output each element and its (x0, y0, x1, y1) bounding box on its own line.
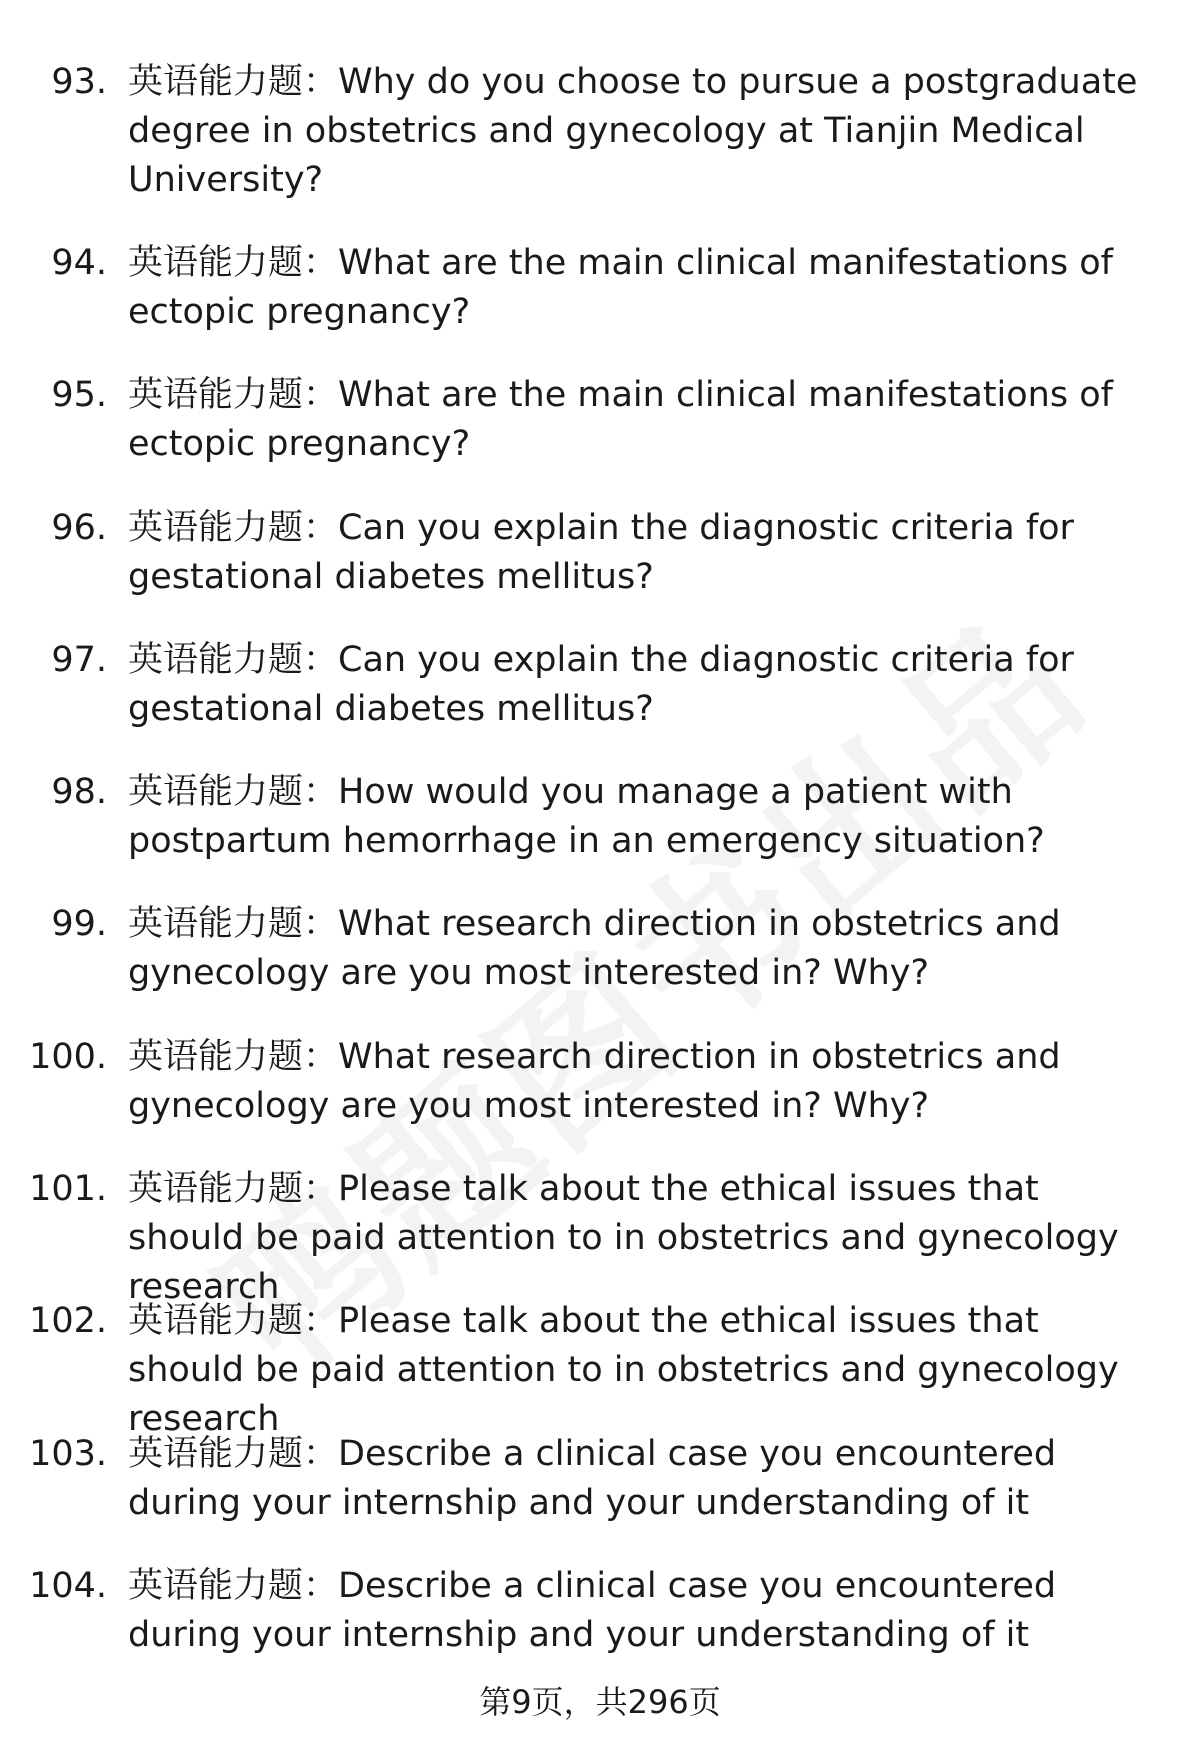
question-body (128, 768, 1158, 866)
question-item (0, 504, 1200, 636)
question-item (0, 1562, 1200, 1694)
question-number: 94. (51, 243, 107, 283)
question-tag: 英语能力题： (128, 375, 339, 416)
question-text: Please talk about the ethical issues that should be paid attention to in obstetrics and gynecology research (128, 1301, 1119, 1440)
question-body (128, 371, 1158, 469)
question-number: 95. (51, 375, 107, 416)
question-item (0, 1430, 1200, 1562)
question-body (128, 239, 1158, 337)
question-item (0, 900, 1200, 1032)
page-footer (0, 1682, 1200, 1722)
question-number: 104. (29, 1565, 107, 1606)
question-text: Please talk about the ethical issues that should be paid attention to in obstetrics and gynecology research (128, 1169, 1119, 1308)
question-text: What research direction in obstetrics and gynecology are you most interested in? Why? (128, 1036, 1061, 1126)
question-number: 101. (29, 1169, 107, 1210)
question-tag: 英语能力题： (128, 1169, 339, 1210)
question-item (0, 1297, 1200, 1440)
question-item (0, 371, 1200, 503)
question-tag: 英语能力题： (128, 62, 339, 102)
question-tag: 英语能力题： (128, 1301, 339, 1342)
question-text: Why do you choose to pursue a postgraduate degree in obstetrics and gynecology at Tianjin Medical University? (128, 62, 1138, 200)
question-tag: 英语能力题： (128, 639, 339, 680)
question-tag: 英语能力题： (128, 1565, 339, 1606)
question-text: What are the main clinical manifestations of ectopic pregnancy? (128, 375, 1113, 465)
question-number: 93. (51, 62, 107, 102)
question-number: 96. (51, 507, 107, 548)
question-tag: 英语能力题： (128, 904, 339, 945)
question-item (0, 58, 1200, 239)
question-body (128, 636, 1158, 734)
question-tag: 英语能力题： (128, 243, 339, 283)
question-tag: 英语能力题： (128, 507, 339, 548)
question-body (128, 58, 1158, 205)
question-item (0, 768, 1200, 900)
question-list (0, 58, 1200, 1694)
question-number: 100. (29, 1036, 107, 1077)
question-number: 103. (29, 1433, 107, 1474)
question-body (128, 1297, 1158, 1444)
question-tag: 英语能力题： (128, 1433, 339, 1474)
question-body (128, 1033, 1158, 1131)
question-item (0, 636, 1200, 768)
question-body (128, 900, 1158, 998)
question-text: How would you manage a patient with postpartum hemorrhage in an emergency situation? (128, 772, 1045, 862)
question-item (0, 239, 1200, 371)
question-text: Can you explain the diagnostic criteria for gestational diabetes mellitus? (128, 507, 1074, 597)
question-body (128, 1430, 1158, 1528)
question-text: Can you explain the diagnostic criteria for gestational diabetes mellitus? (128, 639, 1074, 729)
question-text: Describe a clinical case you encountered during your internship and your understanding of it (128, 1565, 1057, 1655)
question-number: 98. (51, 772, 107, 813)
question-tag: 英语能力题： (128, 772, 339, 813)
question-tag: 英语能力题： (128, 1036, 339, 1077)
question-text: What research direction in obstetrics and gynecology are you most interested in? Why? (128, 904, 1061, 994)
question-number: 99. (51, 904, 107, 945)
question-body (128, 504, 1158, 602)
question-text: What are the main clinical manifestations of ectopic pregnancy? (128, 243, 1113, 332)
question-number: 97. (51, 639, 107, 680)
question-item (0, 1033, 1200, 1165)
question-item (0, 1165, 1200, 1308)
question-number: 102. (29, 1301, 107, 1342)
question-body (128, 1562, 1158, 1660)
question-body (128, 1165, 1158, 1312)
page-number-label: 第9页，共296页 (479, 1683, 721, 1721)
question-text: Describe a clinical case you encountered during your internship and your understanding of it (128, 1433, 1057, 1523)
